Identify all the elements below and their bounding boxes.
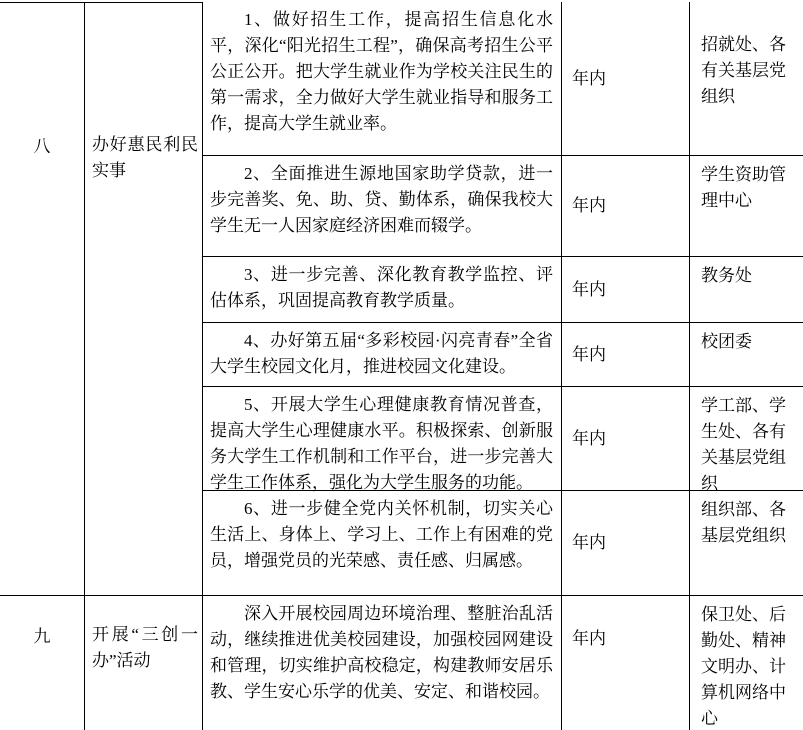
time-cell: 年内 <box>562 596 690 730</box>
task-cell: 3、进一步完善、深化教育教学监控、评估体系，巩固提高教育教学质量。 <box>203 257 562 323</box>
section-number-cell: 九 <box>0 596 85 730</box>
task-cell: 深入开展校园周边环境治理、整脏治乱活动，继续推进优美校园建设，加强校园网建设和管理，切实维护高校稳定，构建教师安居乐教、学生安心乐学的优美、安定、和谐校园。 <box>203 596 562 730</box>
time-cell: 年内 <box>562 257 690 323</box>
time-cell: 年内 <box>562 323 690 387</box>
task-cell: 2、全面推进生源地国家助学贷款，进一步完善奖、免、助、贷、勤体系，确保我校大学生无一人因家庭经济困难而辍学。 <box>203 156 562 257</box>
responsible-cell: 保卫处、后勤处、精神文明办、计算机网络中心 <box>701 605 786 728</box>
responsible-cell: 校团委 <box>690 323 803 387</box>
work-plan-table <box>0 2 803 730</box>
task-cell: 6、进一步健全党内关怀机制，切实关心生活上、身体上、学习上、工作上有困难的党员，增强党员的光荣感、责任感、归属感。 <box>203 491 562 596</box>
time-cell: 年内 <box>562 491 690 596</box>
task-cell: 5、开展大学生心理健康教育情况普查，提高大学生心理健康水平。积极探索、创新服务大学生工作机制和工作平台，进一步完善大学生工作体系，强化为大学生服务的功能。 <box>203 387 562 491</box>
time-cell: 年内 <box>562 387 690 491</box>
section-number-cell: 八 <box>0 2 85 596</box>
time-cell: 年内 <box>562 2 690 156</box>
task-cell: 1、做好招生工作，提高招生信息化水平，深化“阳光招生工程”，确保高考招生公平公正公开。把大学生就业作为学校关注民生的第一需求，全力做好大学生就业指导和服务工作，提高大学生就业率。 <box>203 2 562 156</box>
responsible-cell: 招就处、各有关基层党组织 <box>690 2 803 156</box>
task-cell: 4、办好第五届“多彩校园·闪亮青春”全省大学生校园文化月，推进校园文化建设。 <box>203 323 562 387</box>
responsible-cell: 教务处 <box>690 257 803 323</box>
responsible-cell: 学工部、学生处、各有关基层党组织 <box>690 387 803 491</box>
table-section-8 <box>0 2 803 596</box>
responsible-cell: 组织部、各基层党组织 <box>690 491 803 596</box>
section-category-cell: 开展“三创一办”活动 <box>85 596 203 730</box>
section-category-cell: 办好惠民利民实事 <box>85 2 203 596</box>
table-section-9 <box>0 596 803 730</box>
responsible-cell: 学生资助管理中心 <box>690 156 803 257</box>
time-cell: 年内 <box>562 156 690 257</box>
